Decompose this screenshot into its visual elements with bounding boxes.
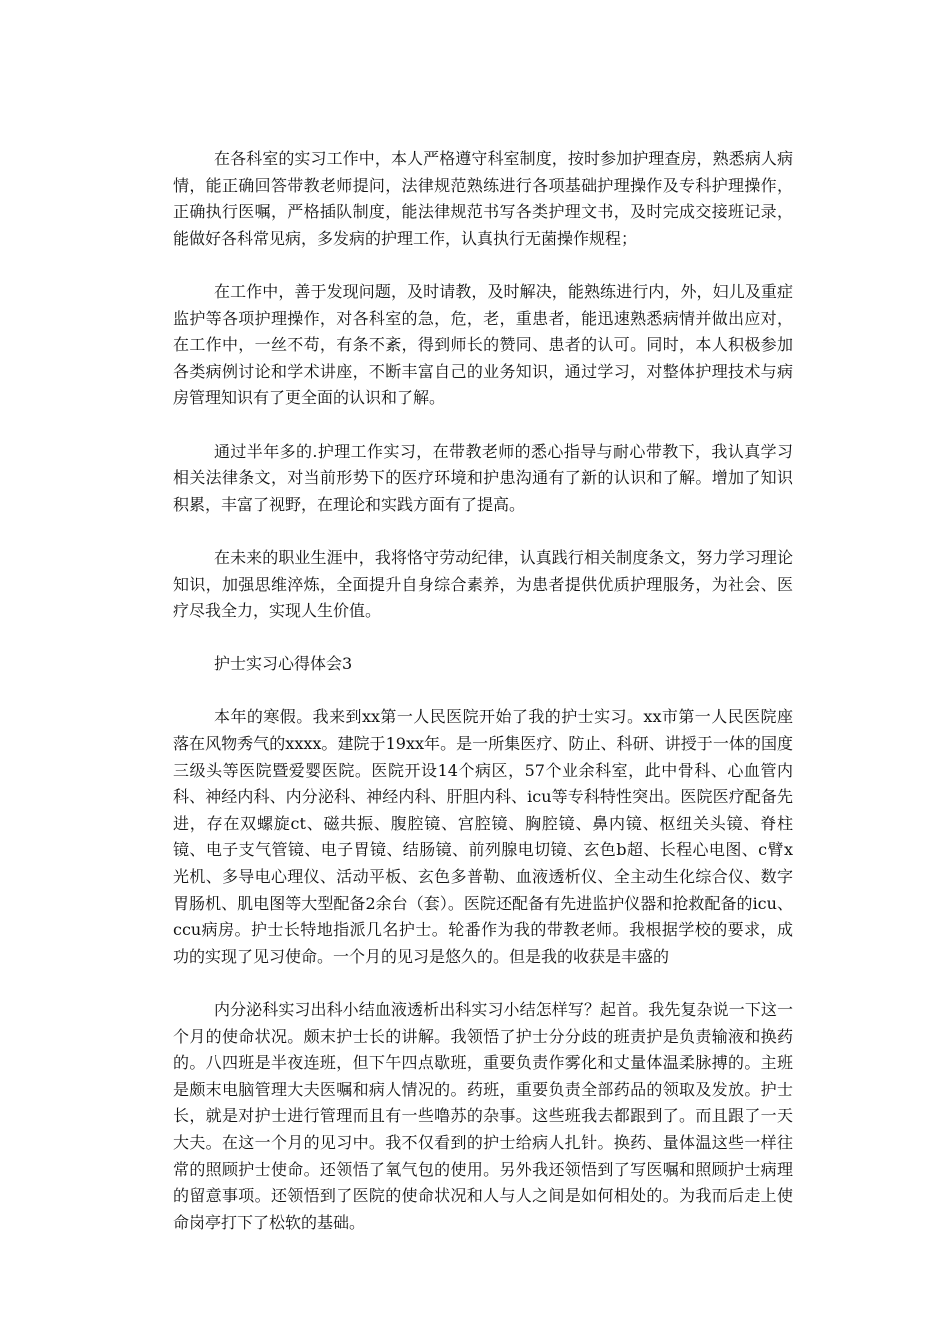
paragraph-half-year-summary: 通过半年多的.护理工作实习，在带教老师的悉心指导与耐心带教下，我认真学习相关法律条文，对当前形势下的医疗环境和护患沟通有了新的认识和了解。增加了知识积累，丰富了视野，在理论和实践方面有了提高。 [173, 441, 793, 514]
paragraph-ward-practice: 在各科室的实习工作中，本人严格遵守科室制度，按时参加护理查房，熟悉病人病情，能正确回答带教老师提问，法律规范熟练进行各项基础护理操作及专科护理操作，正确执行医嘱，严格插队制度，能法律规范书写各类护理文书，及时完成交接班记录，能做好各科常见病，多发病的护理工作，认真执行无菌操作规程； [173, 149, 793, 248]
paragraph-future-career: 在未来的职业生涯中，我将恪守劳动纪律，认真践行相关制度条文，努力学习理论知识，加强思维淬炼，全面提升自身综合素养，为患者提供优质护理服务，为社会、医疗尽我全力，实现人生价值。 [173, 547, 793, 621]
paragraph-internship-summary: 内分泌科实习出科小结血液透析出科实习小结怎样写？起首。我先复杂说一下这一个月的使命状况。颇末护士长的讲解。我领悟了护士分分歧的班责护是负责输液和换药的。八四班是半夜连班，但下午四点歇班，重要负责作雾化和丈量体温柔脉搏的。主班是颇末电脑管理大夫医嘱和病人情况的。药班，重要负责全部药品的领取及发放。护士长，就是对护士进行管理而且有一些噜苏的杂事。这些班我去都跟到了。而且跟了一天大夫。在这一个月的见习中。我不仅看到的护士给病人扎针。换药、量体温这些一样往常的照顾护士使命。还领悟了氧气包的使用。另外我还领悟到了写医嘱和照顾护士病理的留意事项。还领悟到了医院的使命状况和人与人之间是如何相处的。为我而后走上使命岗亭打下了松软的基础。 [173, 1000, 793, 1232]
document-body [173, 146, 793, 1263]
paragraph-hospital-intro: 本年的寒假。我来到xx第一人民医院开始了我的护士实习。xx市第一人民医院座落在风物秀气的xxxx。建院于19xx年。是一所集医疗、防止、科研、讲授于一体的国度三级头等医院暨爱婴医院。医院开设14个病区，57个业余科室，此中骨科、心血管内科、神经内科、内分泌科、神经内科、肝胆内科、icu等专科特性突出。医院医疗配备先进，存在双螺旋ct、磁共振、腹腔镜、宫腔镜、胸腔镜、鼻内镜、枢纽关头镜、脊柱镜、电子支气管镜、电子胃镜、结肠镜、前列腺电切镜、玄色b超、长程心电图、c臂x光机、多导电心理仪、活动平板、玄色多普勒、血液透析仪、全主动生化综合仪、数字胃肠机、肌电图等大型配备2余台（套）。医院还配备有先进监护仪器和抢救配备的icu、ccu病房。护士长特地指派几名护士。轮番作为我的带教老师。我根据学校的要求，成功的实现了见习使命。一个月的见习是悠久的。但是我的收获是丰盛的 [173, 707, 793, 966]
section-title: 护士实习心得体会3 [214, 654, 353, 674]
paragraph-work-attitude: 在工作中，善于发现问题，及时请教，及时解决，能熟练进行内，外，妇儿及重症监护等各项护理操作，对各科室的急，危，老，重患者，能迅速熟悉病情并做出应对，在工作中，一丝不苟，有条不紊，得到师长的赞同、患者的认可。同时，本人积极参加各类病例讨论和学术讲座，不断丰富自己的业务知识，通过学习，对整体护理技术与病房管理知识有了更全面的认识和了解。 [173, 281, 793, 408]
